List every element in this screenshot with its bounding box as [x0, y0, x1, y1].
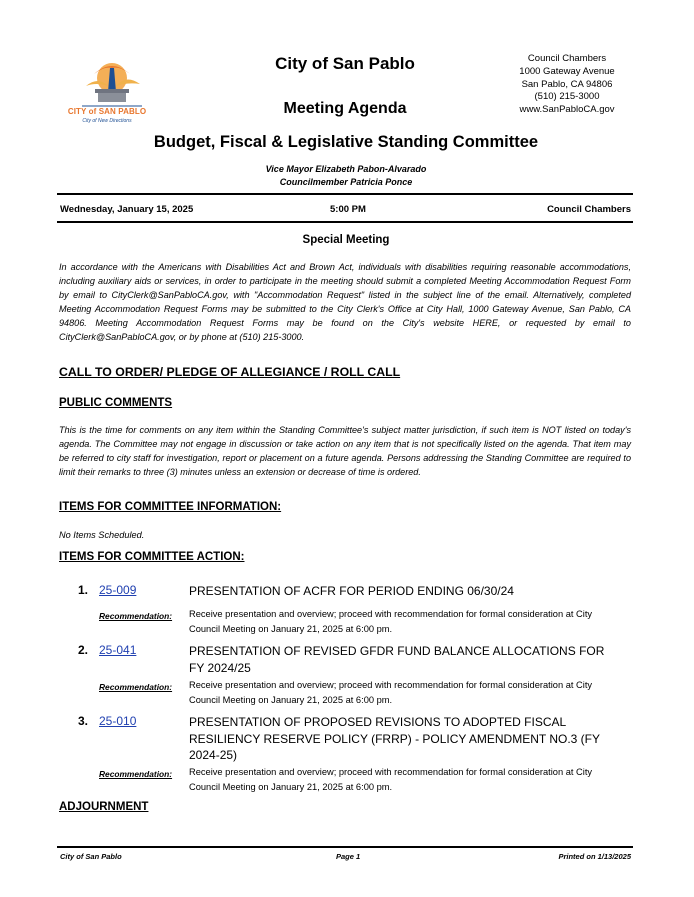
- footer-printed-date: Printed on 1/13/2025: [558, 852, 631, 861]
- footer-page-number: Page 1: [336, 852, 361, 861]
- item-title: PRESENTATION OF PROPOSED REVISIONS TO ADOPTED FISCAL RESILIENCY RESERVE POLICY (FRRP) - POLICY AMENDMENT NO.3 (FY 2024-25): [189, 715, 600, 762]
- recommendation-text: Receive presentation and overview; proceed with recommendation for formal consideration at City Council Meeting on January 21, 2025 at 6:00 pm.: [189, 680, 593, 705]
- logo-building-roof: [95, 89, 129, 93]
- item-number: 3.: [77, 714, 88, 728]
- recommendation-label: Recommendation:: [99, 611, 173, 621]
- item-title: PRESENTATION OF ACFR FOR PERIOD ENDING 06/30/24: [189, 584, 514, 598]
- no-items-text: No Items Scheduled.: [59, 530, 145, 540]
- public-comments-text: This is the time for comments on any item within the Standing Committee's subject matter jurisdiction, if such item is NOT listed on today's agenda. The Committee may not engage in discussion or take action on any item that is not specifically listed on the agenda. That item may be referred to city staff for investigation, report or placement on a future agenda. Persons addressing the Standing Committee are required to limit their remarks to three (3) minutes unless an extension or decrease of time is ordered.: [59, 425, 631, 477]
- divider-bottom: [57, 221, 633, 223]
- meeting-type: Special Meeting: [302, 234, 390, 246]
- recommendation-label: Recommendation:: [99, 769, 173, 779]
- item-number: 2.: [77, 643, 88, 657]
- address-phone: (510) 215-3000: [534, 91, 600, 103]
- accessibility-notice: In accordance with the Americans with Disabilities Act and Brown Act, individuals with disabilities requiring reasonable accommodations, including auxiliary aids or services, in order to participate in the meeting should submit a completed Meeting Accommodation Request Form by email to CityClerk@SanPabloCA.gov, with "Accommodation Request" listed in the subject line of the email. Alternatively, completed Meeting Accommodation Request Forms may be submitted to the City Clerk's Office at City Hall, 1000 Gateway Avenue, San Pablo, CA 94806. Meeting Accommodation Request Forms may be found on the City's website HERE, or requested by email to CityClerk@SanPabloCA.gov, or by phone at (510) 215-3000.: [59, 262, 631, 342]
- item-title: PRESENTATION OF REVISED GFDR FUND BALANCE ALLOCATIONS FOR FY 2024/25: [189, 644, 605, 675]
- footer-city: City of San Pablo: [60, 852, 122, 861]
- meeting-date: Wednesday, January 15, 2025: [60, 204, 194, 215]
- adjournment-heading: ADJOURNMENT: [59, 801, 149, 813]
- item-file-link[interactable]: 25-041: [99, 643, 137, 657]
- committee-action-heading: ITEMS FOR COMMITTEE ACTION:: [59, 551, 245, 563]
- recommendation-text: Receive presentation and overview; proceed with recommendation for formal consideration at City Council Meeting on January 21, 2025 at 6:00 pm.: [189, 609, 593, 634]
- logo-city-name: CITY of SAN PABLO: [67, 107, 147, 116]
- meeting-location: Council Chambers: [547, 204, 631, 215]
- address-line: Council Chambers: [527, 53, 607, 64]
- call-to-order-heading: CALL TO ORDER/ PLEDGE OF ALLEGIANCE / ROLL CALL: [59, 365, 401, 379]
- meeting-agenda-title: Meeting Agenda: [283, 100, 407, 117]
- divider-top: [57, 193, 633, 195]
- recommendation-label: Recommendation:: [99, 682, 173, 692]
- committee-info-heading: ITEMS FOR COMMITTEE INFORMATION:: [59, 501, 282, 513]
- recommendation-text: Receive presentation and overview; proceed with recommendation for formal consideration at City Council Meeting on January 21, 2025 at 6:00 pm.: [189, 767, 593, 792]
- item-file-link[interactable]: 25-009: [99, 583, 137, 597]
- member-name: Councilmember Patricia Ponce: [279, 177, 413, 187]
- committee-title: Budget, Fiscal & Legislative Standing Committee: [153, 133, 539, 151]
- address-block: [505, 53, 629, 117]
- member-name: Vice Mayor Elizabeth Pabon-Alvarado: [265, 164, 427, 174]
- item-number: 1.: [77, 583, 88, 597]
- address-line: 1000 Gateway Avenue: [519, 65, 615, 77]
- address-website[interactable]: www.SanPabloCA.gov: [519, 104, 615, 116]
- public-comments-heading: PUBLIC COMMENTS: [59, 397, 173, 409]
- city-title: City of San Pablo: [275, 54, 415, 73]
- footer-divider: [57, 846, 633, 848]
- item-file-link[interactable]: 25-010: [99, 714, 137, 728]
- address-line: San Pablo, CA 94806: [521, 78, 613, 90]
- committee-members: [200, 163, 492, 189]
- meeting-time: 5:00 PM: [330, 204, 366, 215]
- logo-tagline: City of New Directions: [82, 118, 132, 124]
- logo-building: [98, 92, 126, 102]
